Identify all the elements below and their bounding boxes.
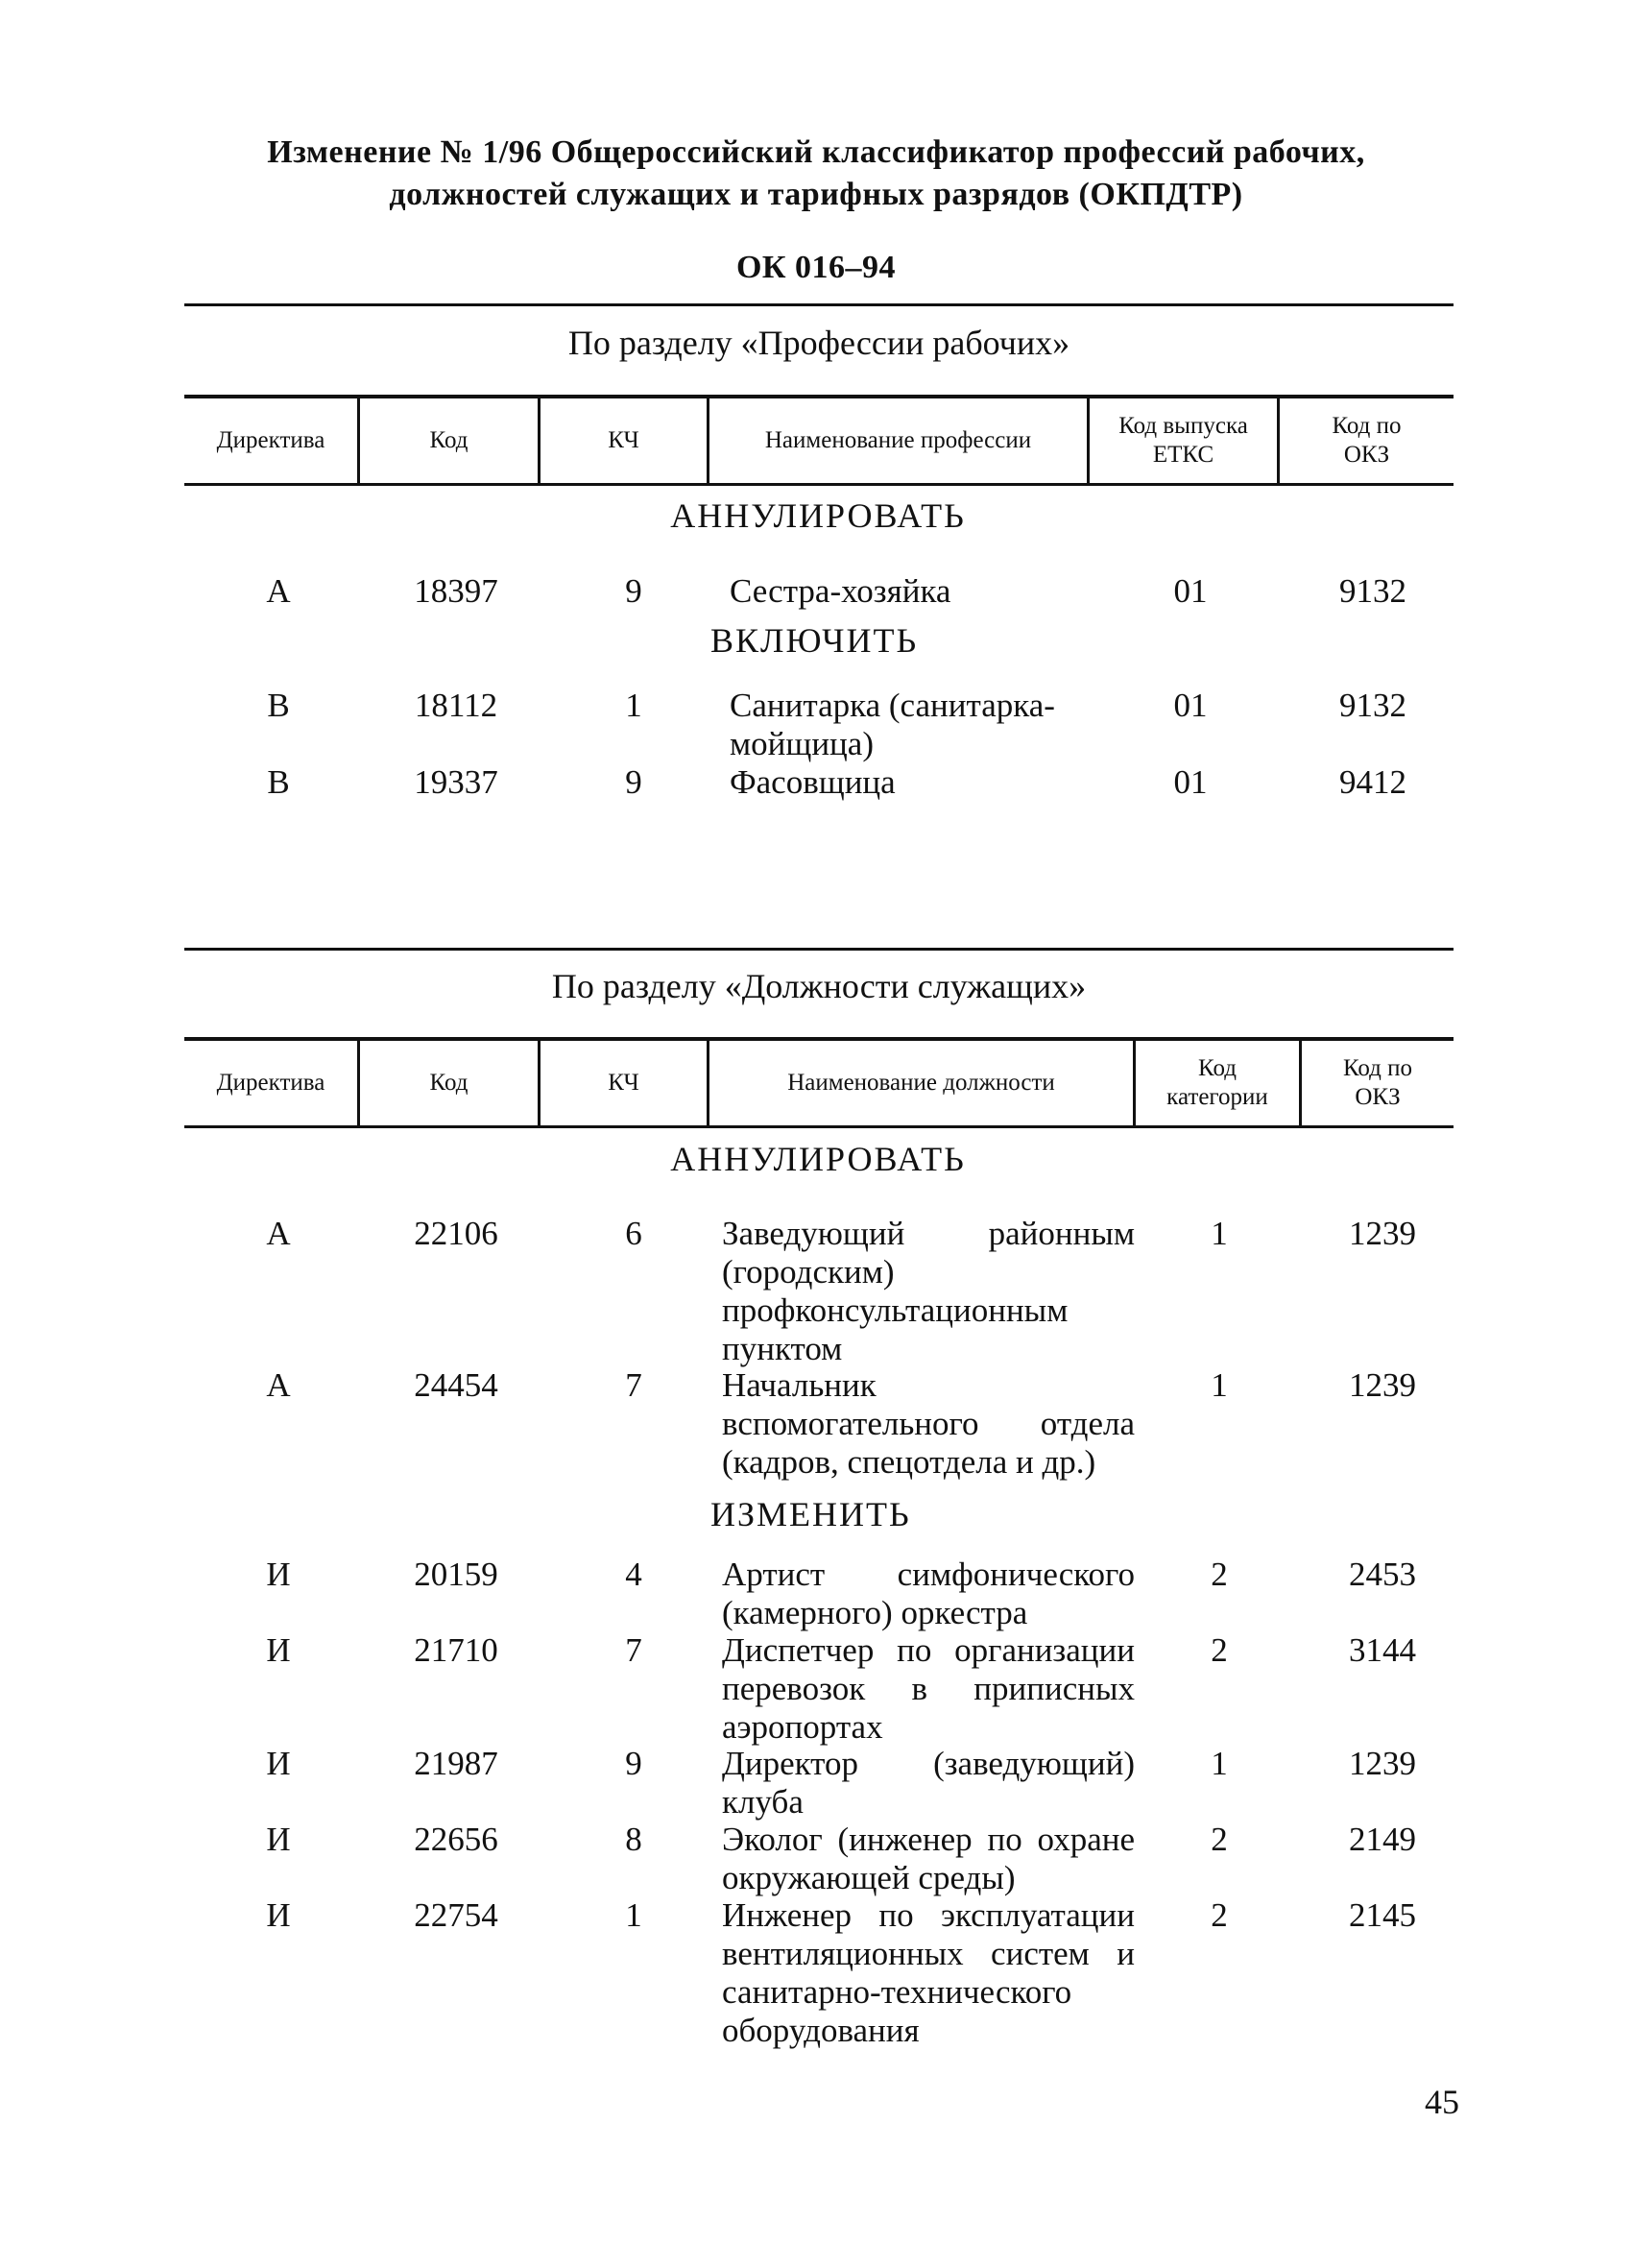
header-profession-name: Наименование профессии bbox=[764, 427, 1032, 453]
action-annul-label: АННУЛИРОВАТЬ bbox=[670, 496, 966, 535]
row-etks: 01 bbox=[1173, 687, 1208, 724]
row-category: 2 bbox=[1211, 1631, 1228, 1669]
row-okz: 2149 bbox=[1349, 1821, 1416, 1858]
section2-top-rule bbox=[184, 948, 1454, 951]
document-code: ОК 016–94 bbox=[735, 250, 897, 285]
header-kch: КЧ bbox=[608, 1070, 639, 1096]
row-kch: 9 bbox=[625, 1745, 642, 1782]
row-category: 1 bbox=[1211, 1215, 1228, 1252]
row-okz: 9132 bbox=[1339, 572, 1406, 610]
row-name: Сестра-хозяйка bbox=[730, 572, 951, 610]
row-okz: 1239 bbox=[1349, 1745, 1416, 1782]
row-kch: 6 bbox=[625, 1215, 642, 1252]
row-okz: 2453 bbox=[1349, 1556, 1416, 1593]
header-kch: КЧ bbox=[608, 427, 639, 453]
header-okz-line1: Код по bbox=[1332, 413, 1402, 439]
row-okz: 1239 bbox=[1349, 1366, 1416, 1404]
row-name: Эколог (инженер по охране окружающей среды) bbox=[722, 1821, 1135, 1896]
row-directive: И bbox=[266, 1821, 291, 1858]
row-code: 20159 bbox=[414, 1556, 498, 1593]
row-etks: 01 bbox=[1173, 763, 1208, 801]
row-code: 22754 bbox=[414, 1896, 498, 1934]
section2-title: По разделу «Должности служащих» bbox=[551, 967, 1087, 1005]
row-code: 18397 bbox=[414, 572, 498, 610]
header-code: Код bbox=[429, 1070, 469, 1096]
row-name: Санитарка (санитарка-мойщица) bbox=[730, 687, 1055, 762]
header-okz-line2: ОКЗ bbox=[1343, 442, 1390, 468]
row-category: 1 bbox=[1211, 1745, 1228, 1782]
row-okz: 9132 bbox=[1339, 687, 1406, 724]
row-okz: 1239 bbox=[1349, 1215, 1416, 1252]
header-okz-code bbox=[1280, 398, 1454, 483]
header-category-code bbox=[1136, 1041, 1299, 1125]
header-code: Код bbox=[429, 427, 469, 453]
header-okz-code bbox=[1302, 1041, 1454, 1125]
row-directive: А bbox=[266, 1215, 291, 1252]
row-category: 2 bbox=[1211, 1821, 1228, 1858]
section1-top-rule bbox=[184, 303, 1454, 306]
header-position-name: Наименование должности bbox=[787, 1070, 1055, 1096]
row-directive: И bbox=[266, 1556, 291, 1593]
row-okz: 9412 bbox=[1339, 763, 1406, 801]
document-title-line2: должностей служащих и тарифных разрядов (ОКПДТР) bbox=[389, 177, 1243, 212]
row-code: 18112 bbox=[414, 687, 498, 724]
header-okz-line2: ОКЗ bbox=[1355, 1084, 1401, 1110]
header-category-line1: Код bbox=[1198, 1055, 1237, 1081]
section2-header-bottom-rule bbox=[184, 1125, 1454, 1128]
row-code: 21987 bbox=[414, 1745, 498, 1782]
header-okz-line1: Код по bbox=[1342, 1055, 1413, 1081]
row-directive: И bbox=[266, 1896, 291, 1934]
row-category: 2 bbox=[1211, 1556, 1228, 1593]
row-directive: А bbox=[266, 572, 291, 610]
row-kch: 1 bbox=[625, 687, 642, 724]
header-etks-line1: Код выпуска bbox=[1118, 413, 1248, 439]
row-name: Заведующий районным (городским) профконсультационным пунктом bbox=[722, 1215, 1135, 1367]
row-kch: 9 bbox=[625, 763, 642, 801]
row-category: 2 bbox=[1211, 1896, 1228, 1934]
row-kch: 8 bbox=[625, 1821, 642, 1858]
row-name: Фасовщица bbox=[730, 763, 896, 801]
row-name: Директор (заведующий) клуба bbox=[722, 1745, 1135, 1821]
row-kch: 1 bbox=[625, 1896, 642, 1934]
row-directive: В bbox=[267, 687, 290, 724]
row-kch: 7 bbox=[625, 1366, 642, 1404]
row-code: 19337 bbox=[414, 763, 498, 801]
header-etks-code bbox=[1090, 398, 1277, 483]
row-kch: 9 bbox=[625, 572, 642, 610]
row-category: 1 bbox=[1211, 1366, 1228, 1404]
row-code: 24454 bbox=[414, 1366, 498, 1404]
header-directive: Директива bbox=[216, 1070, 325, 1096]
row-name: Начальник вспомогательного отдела (кадров, спецотдела и др.) bbox=[722, 1366, 1135, 1481]
row-code: 22656 bbox=[414, 1821, 498, 1858]
document-title-line1: Изменение № 1/96 Общероссийский классификатор профессий рабочих, bbox=[267, 134, 1365, 170]
row-okz: 2145 bbox=[1349, 1896, 1416, 1934]
section1-title: По разделу «Профессии рабочих» bbox=[567, 324, 1070, 362]
header-directive: Директива bbox=[216, 427, 325, 453]
row-etks: 01 bbox=[1173, 572, 1208, 610]
row-kch: 7 bbox=[625, 1631, 642, 1669]
row-name: Инженер по эксплуатации вентиляционных систем и санитарно-технического оборудования bbox=[722, 1896, 1135, 2049]
header-category-line2: категории bbox=[1166, 1084, 1268, 1110]
row-code: 21710 bbox=[414, 1631, 498, 1669]
action-annul-label: АННУЛИРОВАТЬ bbox=[670, 1140, 966, 1178]
row-kch: 4 bbox=[625, 1556, 642, 1593]
row-code: 22106 bbox=[414, 1215, 498, 1252]
action-change-label: ИЗМЕНИТЬ bbox=[710, 1495, 911, 1533]
row-okz: 3144 bbox=[1349, 1631, 1416, 1669]
header-etks-line2: ЕТКС bbox=[1152, 442, 1214, 468]
row-directive: В bbox=[267, 763, 290, 801]
row-name: Артист симфонического (камерного) оркестра bbox=[722, 1556, 1135, 1631]
action-include-label: ВКЛЮЧИТЬ bbox=[710, 621, 919, 660]
row-directive: А bbox=[266, 1366, 291, 1404]
row-directive: И bbox=[266, 1631, 291, 1669]
page-number: 45 bbox=[1425, 2083, 1459, 2121]
row-directive: И bbox=[266, 1745, 291, 1782]
section1-header-bottom-rule bbox=[184, 483, 1454, 486]
row-name: Диспетчер по организации перевозок в приписных аэропортах bbox=[722, 1631, 1135, 1746]
